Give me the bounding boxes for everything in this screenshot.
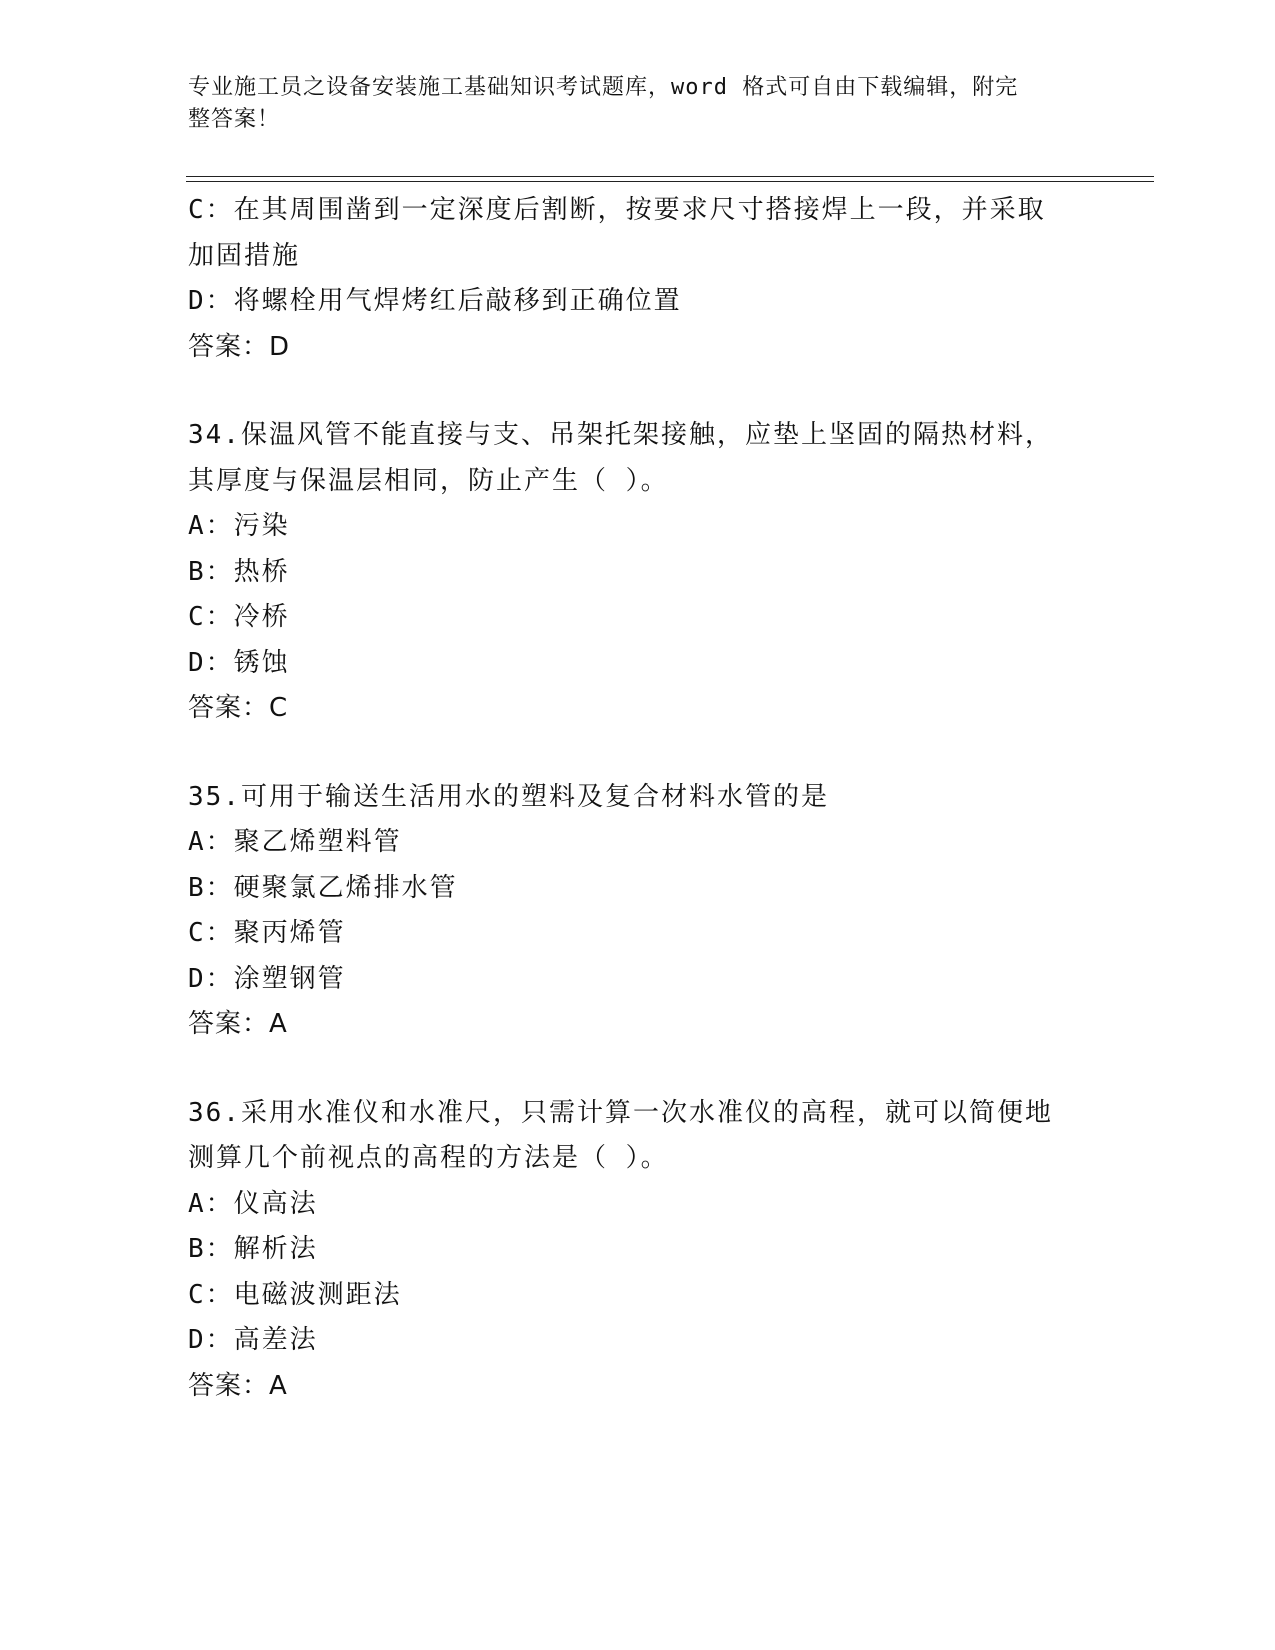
option-a: A：污染 (188, 511, 290, 541)
answer-line: 答案：C (188, 693, 289, 723)
answer-line: 答案：A (188, 1370, 288, 1401)
question-block-34 (188, 413, 1088, 732)
question-stem: 35.可用于输送生活用水的塑料及复合材料水管的是 (188, 781, 829, 812)
answer-line: 答案：A (188, 1009, 288, 1039)
option-b: B：硬聚氯乙烯排水管 (188, 872, 458, 903)
option-c: C：冷桥 (188, 602, 290, 632)
spacer (188, 732, 1088, 775)
header-line-1: 专业施工员之设备安装施工基础知识考试题库，word 格式可自由下载编辑，附完 (188, 75, 1019, 100)
option-a: A：聚乙烯塑料管 (188, 827, 402, 857)
option-c: C：聚丙烯管 (188, 918, 346, 948)
question-content (188, 188, 1088, 1409)
question-stem-continued: 测算几个前视点的高程的方法是（ ）。 (188, 1143, 669, 1173)
question-block-35 (188, 775, 1088, 1048)
option-d: D：高差法 (188, 1325, 318, 1355)
spacer (188, 1048, 1088, 1091)
header-line-2: 整答案！ (188, 107, 281, 132)
question-stem: 36.采用水准仪和水准尺，只需计算一次水准仪的高程，就可以简便地 (188, 1097, 1053, 1128)
document-header (188, 72, 1088, 136)
option-d: D：将螺栓用气焊烤红后敲移到正确位置 (188, 286, 682, 316)
option-b: B：解析法 (188, 1234, 318, 1264)
option-c-continued: 加固措施 (188, 240, 301, 271)
option-d: D：锈蚀 (188, 647, 290, 678)
question-block-33-continued (188, 188, 1088, 370)
option-a: A：仪高法 (188, 1188, 318, 1219)
question-block-36 (188, 1091, 1088, 1410)
option-b: B：热桥 (188, 556, 290, 587)
option-d: D：涂塑钢管 (188, 963, 346, 994)
option-c: C：电磁波测距法 (188, 1279, 402, 1310)
header-divider-bottom (186, 181, 1154, 182)
header-divider-top (186, 176, 1154, 177)
question-stem-continued: 其厚度与保温层相同，防止产生（ ）。 (188, 465, 669, 496)
spacer (188, 370, 1088, 413)
option-c: C：在其周围凿到一定深度后割断，按要求尺寸搭接焊上一段，并采取 (188, 195, 1046, 225)
answer-line: 答案：D (188, 331, 291, 362)
question-stem: 34.保温风管不能直接与支、吊架托架接触，应垫上坚固的隔热材料， (188, 420, 1053, 450)
